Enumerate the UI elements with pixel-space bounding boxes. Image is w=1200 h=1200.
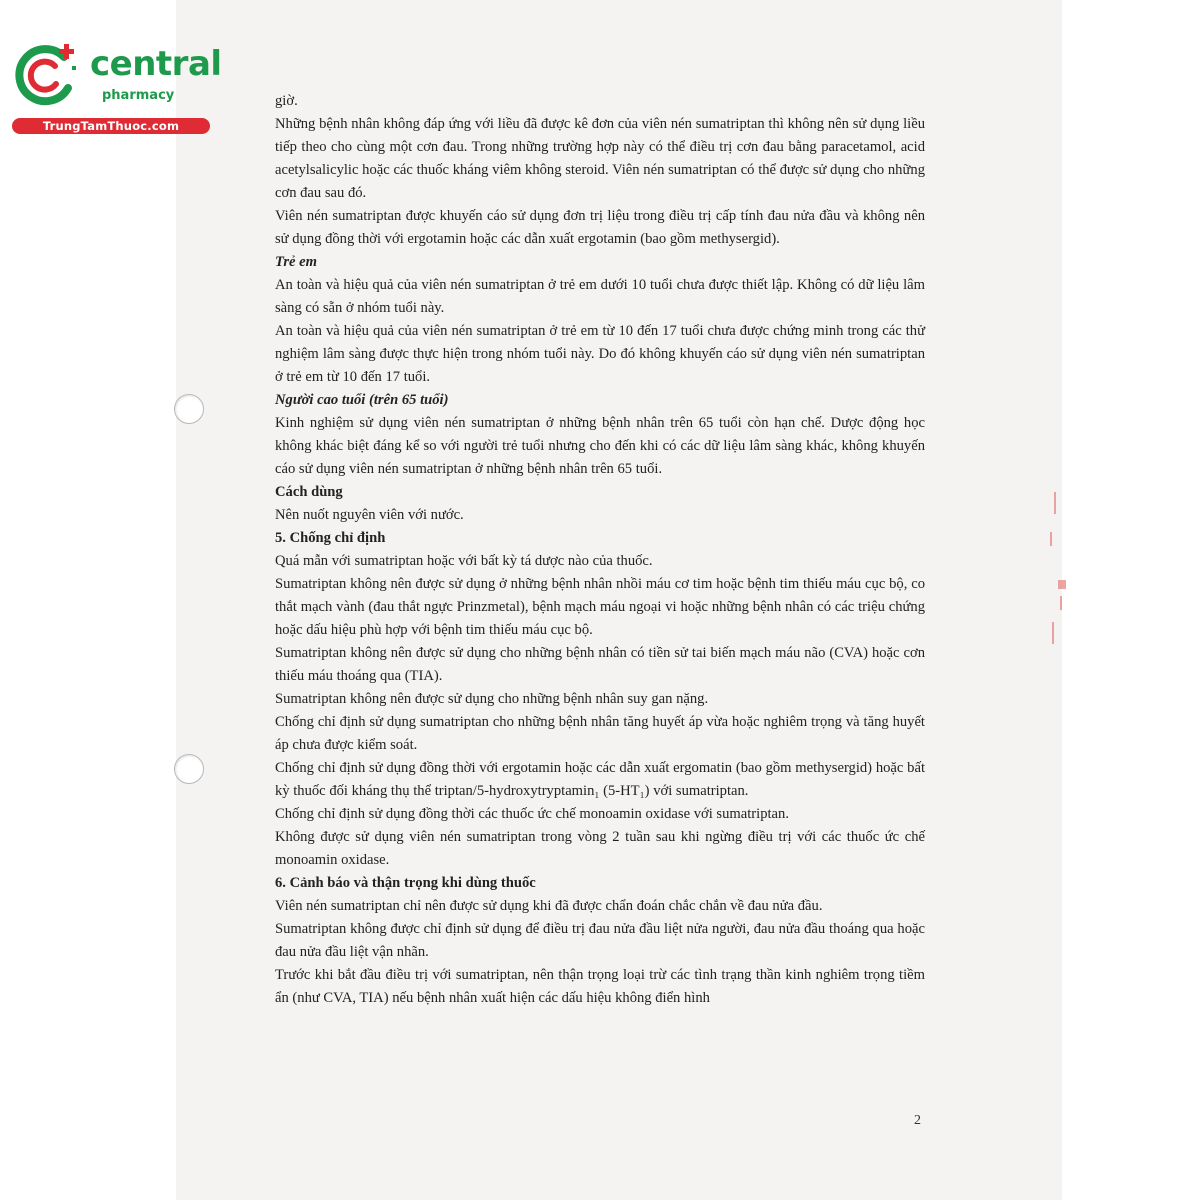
body-paragraph: An toàn và hiệu quả của viên nén sumatriptan ở trẻ em dưới 10 tuổi chưa được thiết lập. Không có dữ liệu lâm sàng có sẵn ở nhóm tuổi này. — [275, 277, 925, 316]
body-paragraph: giờ. — [275, 93, 298, 109]
body-paragraph: Chống chỉ định sử dụng đồng thời các thuốc ức chế monoamin oxidase với sumatriptan. — [275, 806, 789, 822]
red-stamp-edge — [1040, 492, 1070, 662]
page-number: 2 — [914, 1113, 921, 1128]
punch-hole — [174, 754, 204, 784]
body-paragraph: Viên nén sumatriptan chỉ nên được sử dụng khi đã được chẩn đoán chắc chắn về đau nửa đầu. — [275, 898, 823, 914]
body-paragraph: Trước khi bắt đầu điều trị với sumatriptan, nên thận trọng loại trừ các tình trạng thần kinh nghiêm trọng tiềm ẩn (như CVA, TIA) nếu bệnh nhân xuất hiện các dấu hiệu không điển hình — [275, 967, 925, 1006]
brand-website[interactable]: TrungTamThuoc.com — [12, 118, 210, 134]
brand-subtitle: pharmacy — [102, 88, 175, 103]
section-heading: Cách dùng — [275, 484, 343, 500]
section-heading: 5. Chống chỉ định — [275, 530, 386, 546]
document-body — [275, 90, 925, 1010]
brand-name: central — [90, 44, 222, 84]
body-paragraph: Không được sử dụng viên nén sumatriptan trong vòng 2 tuần sau khi ngừng điều trị với các thuốc ức chế monoamin oxidase. — [275, 829, 925, 868]
body-paragraph: Sumatriptan không nên được sử dụng cho những bệnh nhân suy gan nặng. — [275, 691, 709, 707]
body-paragraph: Sumatriptan không nên được sử dụng ở những bệnh nhân nhồi máu cơ tim hoặc bệnh tim thiếu máu cục bộ, co thắt mạch vành (đau thắt ngực Prinzmetal), bệnh mạch máu ngoại vi hoặc những bệnh nhân có các triệu chứng hoặc dấu hiệu phù hợp với bệnh tim thiếu máu cục bộ. — [275, 576, 925, 638]
section-heading: 6. Cảnh báo và thận trọng khi dùng thuốc — [275, 875, 536, 891]
pharmacy-cross-logo-icon — [12, 40, 80, 108]
brand-logo[interactable] — [10, 38, 222, 138]
body-paragraph: Quá mẫn với sumatriptan hoặc với bất kỳ tá dược nào của thuốc. — [275, 553, 653, 569]
section-subheading: Trẻ em — [275, 254, 318, 270]
punch-hole — [174, 394, 204, 424]
body-paragraph: Kinh nghiệm sử dụng viên nén sumatriptan ở những bệnh nhân trên 65 tuổi còn hạn chế. Dược động học không khác biệt đáng kể so với người trẻ tuổi nhưng cho đến khi có các dữ liệu lâm sàng khác, không khuyến cáo sử dụng viên nén sumatriptan ở những bệnh nhân trên 65 tuổi. — [275, 415, 925, 477]
section-subheading: Người cao tuổi (trên 65 tuổi) — [275, 392, 449, 408]
body-paragraph: Sumatriptan không nên được sử dụng cho những bệnh nhân có tiền sử tai biến mạch máu não (CVA) hoặc cơn thiếu máu thoáng qua (TIA). — [275, 645, 925, 684]
body-paragraph: Chống chỉ định sử dụng sumatriptan cho những bệnh nhân tăng huyết áp vừa hoặc nghiêm trọng và tăng huyết áp chưa được kiểm soát. — [275, 714, 925, 753]
body-paragraph: Sumatriptan không được chỉ định sử dụng để điều trị đau nửa đầu liệt nửa người, đau nửa đầu thoáng qua hoặc đau nửa đầu liệt vận nhãn. — [275, 921, 925, 960]
body-paragraph: An toàn và hiệu quả của viên nén sumatriptan ở trẻ em từ 10 đến 17 tuổi chưa được chứng minh trong các thử nghiệm lâm sàng được thực hiện trong nhóm tuổi này. Do đó không khuyến cáo sử dụng viên nén sumatriptan ở trẻ em từ 10 đến 17 tuổi. — [275, 323, 925, 385]
body-paragraph: Nên nuốt nguyên viên với nước. — [275, 507, 464, 523]
body-paragraph: Những bệnh nhân không đáp ứng với liều đã được kê đơn của viên nén sumatriptan thì không nên sử dụng liều tiếp theo cho cùng một cơn đau. Trong những trường hợp này có thể điều trị cơn đau bằng paracetamol, acid acetylsalicylic hoặc các thuốc kháng viêm không steroid. Viên nén sumatriptan có thể được sử dụng cho những cơn đau sau đó. — [275, 116, 925, 201]
body-paragraph: Chống chỉ định sử dụng đồng thời với ergotamin hoặc các dẫn xuất ergomatin (bao gồm methysergid) hoặc bất kỳ thuốc đối kháng thụ thể triptan/5-hydroxytryptamin₁ (5-HT₁) với sumatriptan. — [275, 760, 925, 799]
body-paragraph: Viên nén sumatriptan được khuyến cáo sử dụng đơn trị liệu trong điều trị cấp tính đau nửa đầu và không nên sử dụng đồng thời với ergotamin hoặc các dẫn xuất ergotamin (bao gồm methysergid). — [275, 208, 925, 247]
